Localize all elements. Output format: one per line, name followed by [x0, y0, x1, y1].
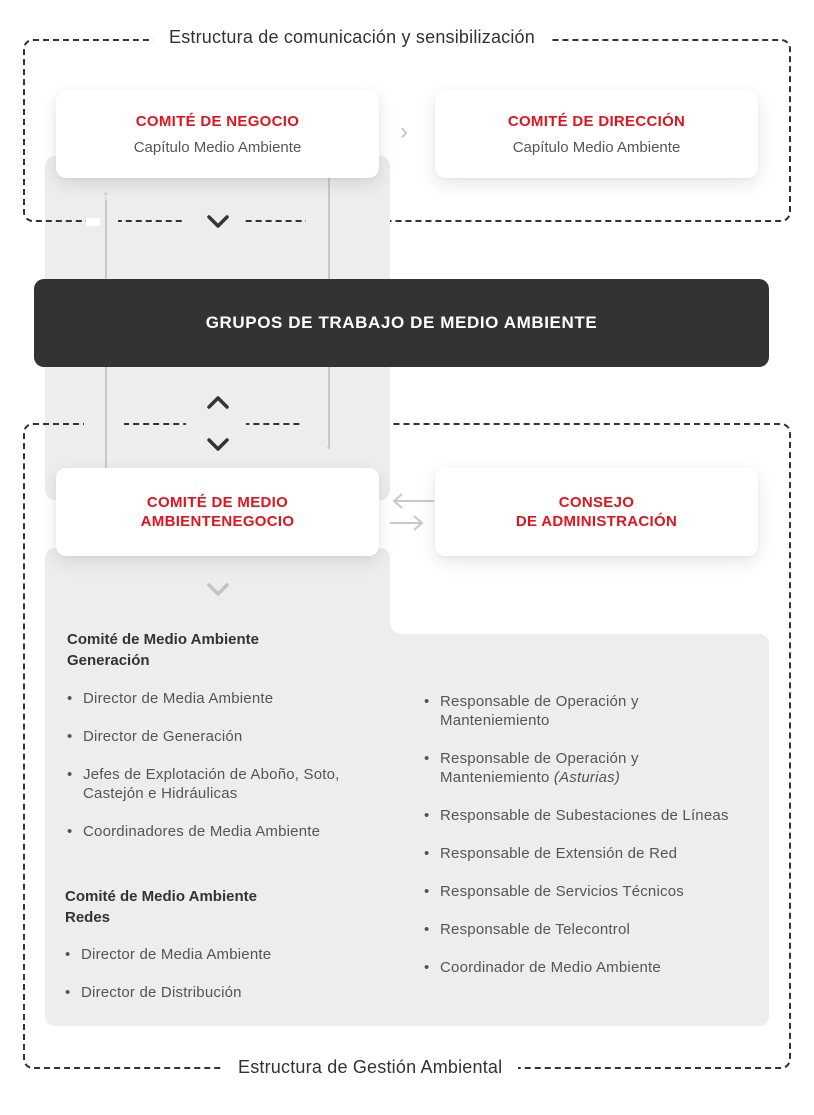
group-title-line1: Comité de Medio Ambiente — [65, 888, 257, 905]
chevron-down-icon — [206, 437, 230, 453]
environmental-management-label: Estructura de Gestión Ambiental — [222, 1057, 518, 1078]
card-title-line2: AMBIENTENEGOCIO — [140, 513, 295, 530]
chevron-right-icon: › — [400, 118, 408, 145]
group-title-line2: Generación — [67, 652, 150, 669]
banner-title: GRUPOS DE TRABAJO DE MEDIO AMBIENTE — [205, 313, 598, 332]
card-title-line1: COMITÉ DE MEDIO — [146, 494, 289, 511]
list-item-text: Responsable de Operación y Manteniemiento — [440, 750, 639, 786]
dash-gap — [302, 419, 390, 427]
card-consejo-administracion — [435, 468, 758, 556]
list-item: • Coordinadores de Media Ambiente — [67, 822, 387, 841]
list-item-italic: (Asturias) — [553, 769, 621, 786]
card-title: COMITÉ DE NEGOCIO — [135, 113, 300, 130]
list-item: • Director de Media Ambiente — [65, 945, 385, 964]
card-title-line1: CONSEJO — [558, 494, 635, 511]
dash-gap — [318, 218, 346, 226]
list-item: • Director de Media Ambiente — [67, 689, 387, 708]
chevron-up-icon — [206, 394, 230, 410]
dash-gap — [186, 419, 246, 427]
list-item: • Responsable de Subestaciones de Líneas — [424, 806, 744, 825]
card-comite-direccion — [435, 90, 758, 178]
communication-structure-label: Estructura de comunicación y sensibilización — [153, 27, 551, 48]
list-item: • Responsable de Telecontrol — [424, 920, 754, 939]
list-item: • Responsable de Servicios Técnicos — [424, 882, 754, 901]
group-redes — [65, 886, 385, 1002]
chevron-down-icon — [206, 214, 230, 230]
arrow-down-icon: ↓ — [325, 436, 333, 453]
list-item: • Coordinador de Medio Ambiente — [424, 958, 754, 977]
chevron-down-light-icon — [206, 582, 230, 598]
list-item: • Jefes de Explotación de Aboño, Soto, Castejón e Hidráulicas — [67, 765, 367, 803]
card-subtitle: Capítulo Medio Ambiente — [512, 139, 681, 156]
card-subtitle: Capítulo Medio Ambiente — [133, 139, 302, 156]
group-title-line2: Redes — [65, 909, 111, 926]
group-generacion — [67, 629, 387, 841]
grupos-trabajo-banner — [34, 279, 769, 367]
bidirectional-arrows-icon — [390, 493, 436, 533]
card-comite-medio-ambiente — [56, 468, 379, 556]
card-comite-negocio — [56, 90, 379, 178]
responsables-list — [424, 692, 754, 977]
list-item: • Director de Distribución — [65, 983, 385, 1002]
group-responsables — [424, 692, 754, 977]
card-title: COMITÉ DE DIRECCIÓN — [507, 113, 686, 130]
list-item: • Responsable de Extensión de Red — [424, 844, 754, 863]
group-title-line1: Comité de Medio Ambiente — [67, 631, 259, 648]
card-title-line2: DE ADMINISTRACIÓN — [515, 513, 678, 530]
arrow-up-icon: ↑ — [102, 188, 110, 205]
dash-gap — [100, 218, 118, 226]
list-item: • Responsable de Operación y Manteniemiento — [424, 692, 704, 730]
list-item: • Director de Generación — [67, 727, 387, 746]
dash-gap — [84, 419, 124, 427]
list-item — [424, 749, 704, 787]
generacion-list — [67, 689, 387, 841]
redes-list — [65, 945, 385, 1002]
